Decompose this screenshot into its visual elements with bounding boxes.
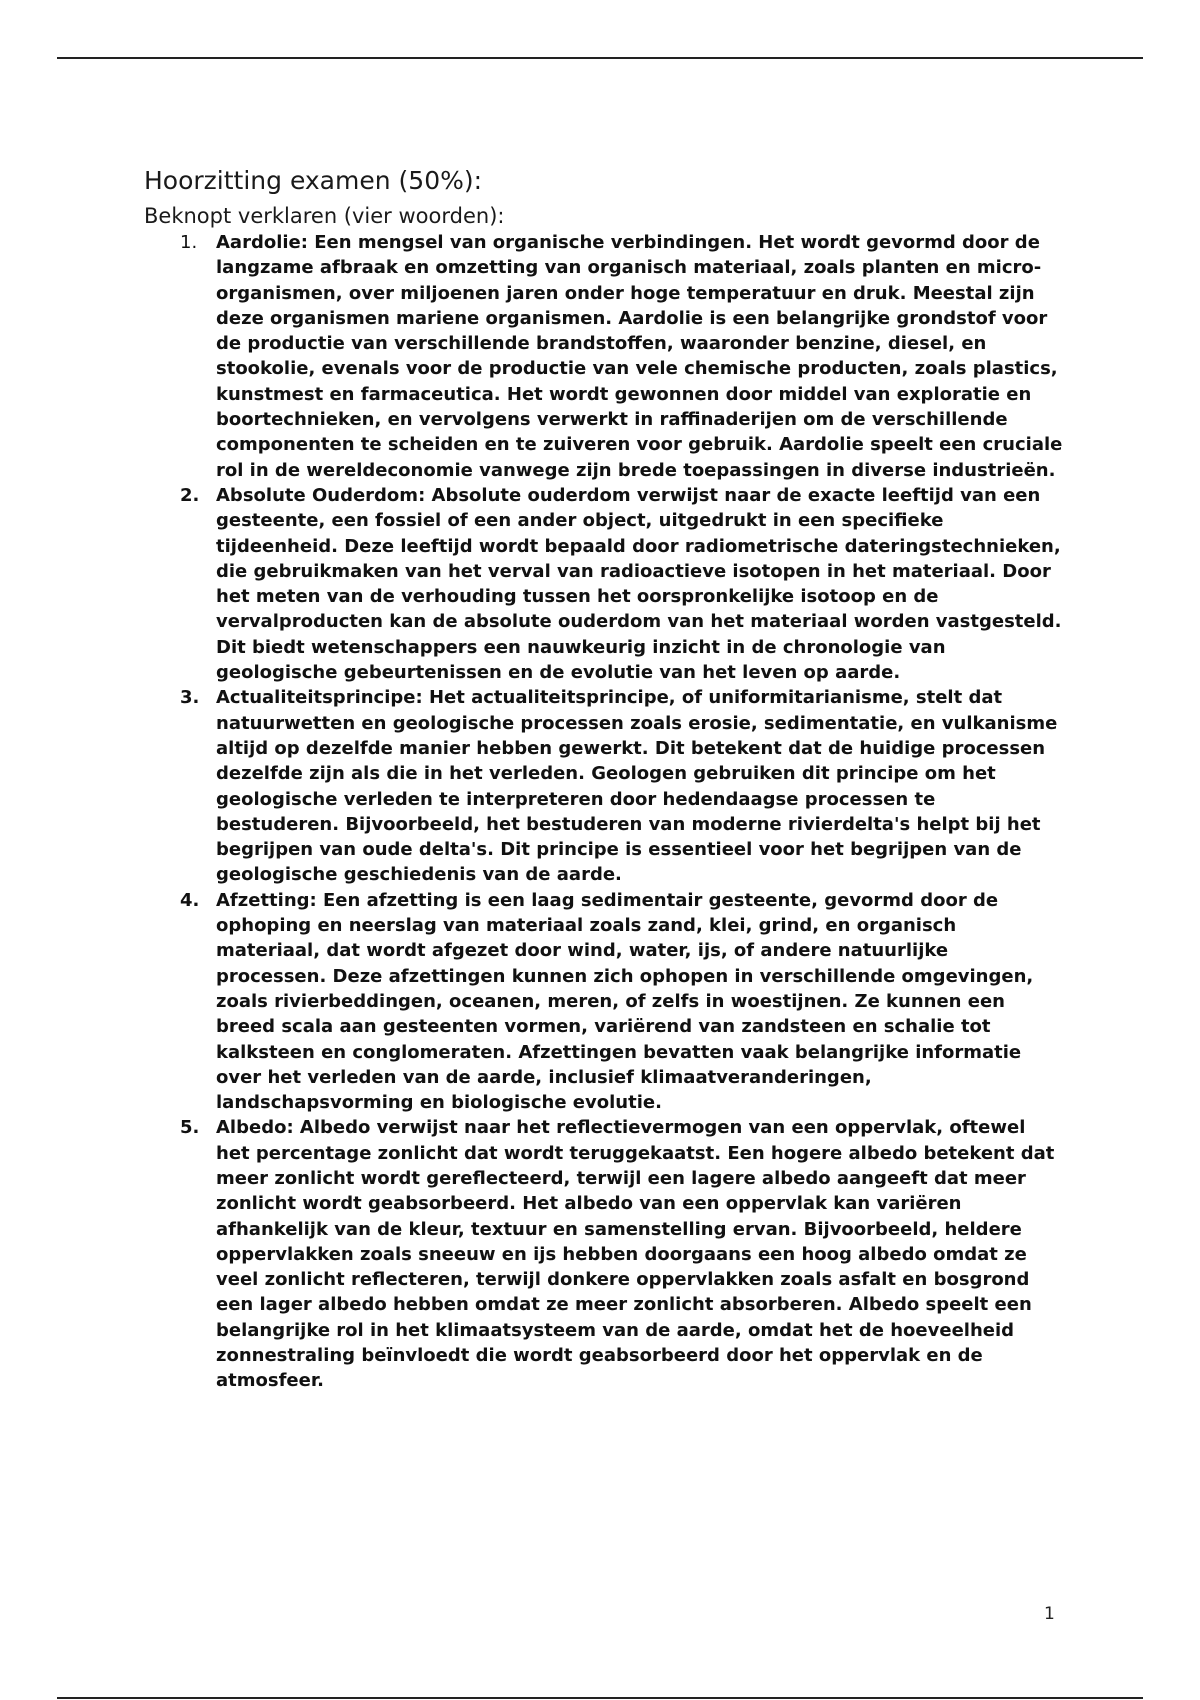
header-rule (57, 57, 1143, 59)
list-item-number: 4. (180, 889, 200, 911)
footer-rule (57, 1697, 1143, 1699)
document-subtitle: Beknopt verklaren (vier woorden): (144, 204, 505, 228)
list-item (180, 888, 1064, 1116)
list-item (180, 685, 1064, 887)
list-item-term: Absolute Ouderdom (216, 484, 419, 506)
list-item (180, 230, 1064, 483)
list-item-text: : Het actualiteitsprincipe, of uniformitarianisme, stelt dat natuurwetten en geologische processen zoals erosie, sedimentatie, en vulkanisme altijd op dezelfde manier hebben gewerkt. Dit betekent dat de huidige processen dezelfde zijn als die in het verleden. Geologen gebruiken dit principe om het geologische verleden te interpreteren door hedendaagse processen te bestuderen. Bijvoorbeeld, het bestuderen van moderne rivierdelta's helpt bij het begrijpen van oude delta's. Dit principe is essentieel voor het begrijpen van de geologische geschiedenis van de aarde. (216, 687, 1058, 886)
list-item-text: : Een mengsel van organische verbindingen. Het wordt gevormd door de langzame afbraak en omzetting van organisch materiaal, zoals planten en micro-organismen, over miljoenen jaren onder hoge temperatuur en druk. Meestal zijn deze organismen mariene organismen. Aardolie is een belangrijke grondstof voor de productie van verschillende brandstoffen, waaronder benzine, diesel, en stookolie, evenals voor de productie van vele chemische producten, zoals plastics, kunstmest en farmaceutica. Het wordt gewonnen door middel van exploratie en boortechnieken, en vervolgens verwerkt in raffinaderijen om de verschillende componenten te scheiden en te zuiveren voor gebruik. Aardolie speelt een cruciale rol in de wereldeconomie vanwege zijn brede toepassingen in diverse industrieën. (216, 232, 1063, 481)
list-item-number: 5. (180, 1117, 200, 1139)
list-item-number: 2. (180, 484, 200, 506)
list-item-number: 1. (180, 232, 198, 253)
list-item (180, 483, 1064, 685)
list-item-number: 3. (180, 687, 200, 709)
list-item-term: Actualiteitsprincipe (216, 687, 416, 709)
list-item (180, 1115, 1064, 1393)
list-item-text: : Absolute ouderdom verwijst naar de exacte leeftijd van een gesteente, een fossiel of een ander object, uitgedrukt in een specifieke tijdeenheid. Deze leeftijd wordt bepaald door radiometrische dateringstechnieken, die gebruikmaken van het verval van radioactieve isotopen in het materiaal. Door het meten van de verhouding tussen het oorspronkelijke isotoop en de vervalproducten kan de absolute ouderdom van het materiaal worden vastgesteld. Dit biedt wetenschappers een nauwkeurig inzicht in de chronologie van geologische gebeurtenissen en de evolutie van het leven op aarde. (216, 484, 1062, 684)
page-number: 1 (1044, 1604, 1055, 1624)
list-item-term: Aardolie (216, 232, 301, 253)
page-content (144, 164, 1064, 1394)
list-item-term: Afzetting (216, 889, 310, 911)
definition-list (144, 230, 1064, 1394)
list-item-term: Albedo (216, 1117, 287, 1139)
list-item-text: : Albedo verwijst naar het reflectievermogen van een oppervlak, oftewel het percentage zonlicht dat wordt teruggekaatst. Een hogere albedo betekent dat meer zonlicht wordt gereflecteerd, terwijl een lagere albedo aangeeft dat meer zonlicht wordt geabsorbeerd. Het albedo van een oppervlak kan variëren afhankelijk van de kleur, textuur en samenstelling ervan. Bijvoorbeeld, heldere oppervlakken zoals sneeuw en ijs hebben doorgaans een hoog albedo omdat ze veel zonlicht reflecteren, terwijl donkere oppervlakken zoals asfalt en bosgrond een lager albedo hebben omdat ze meer zonlicht absorberen. Albedo speelt een belangrijke rol in het klimaatsysteem van de aarde, omdat het de hoeveelheid zonnestraling beïnvloedt die wordt geabsorbeerd door het oppervlak en de atmosfeer. (216, 1117, 1055, 1392)
list-item-text: : Een afzetting is een laag sedimentair gesteente, gevormd door de ophoping en neerslag van materiaal zoals zand, klei, grind, en organisch materiaal, dat wordt afgezet door wind, water, ijs, of andere natuurlijke processen. Deze afzettingen kunnen zich ophopen in verschillende omgevingen, zoals rivierbeddingen, oceanen, meren, of zelfs in woestijnen. Ze kunnen een breed scala aan gesteenten vormen, variërend van zandsteen en schalie tot kalksteen en conglomeraten. Afzettingen bevatten vaak belangrijke informatie over het verleden van de aarde, inclusief klimaatveranderingen, landschapsvorming en biologische evolutie. (216, 889, 1034, 1114)
document-title: Hoorzitting examen (50%): (144, 166, 483, 195)
